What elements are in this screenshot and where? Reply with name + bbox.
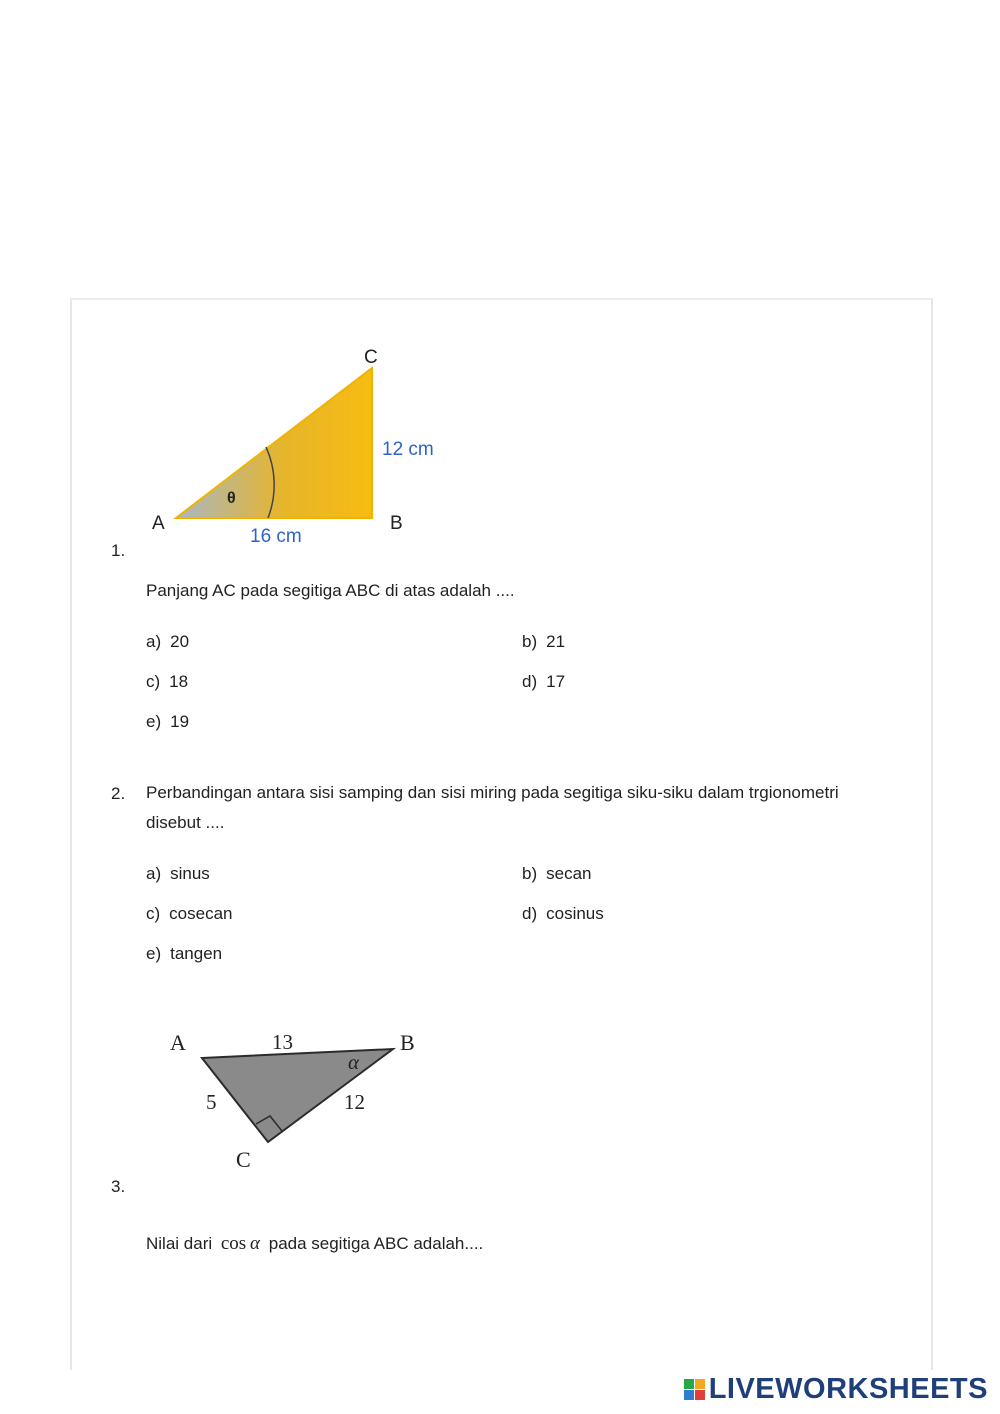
option-b[interactable] (522, 864, 592, 884)
question-number: 2. (111, 784, 126, 803)
option-value: secan (546, 864, 592, 883)
option-d[interactable] (522, 904, 604, 924)
option-letter: a) (146, 864, 162, 883)
logo-square-i (695, 1379, 705, 1389)
option-b[interactable] (522, 632, 565, 652)
cos-alpha-expression (221, 1233, 260, 1254)
option-e[interactable] (146, 712, 189, 732)
option-value: tangen (170, 944, 223, 963)
option-a[interactable] (146, 632, 189, 652)
question-number: 1. (111, 541, 126, 560)
option-value: sinus (170, 864, 210, 883)
option-letter: d) (522, 672, 538, 691)
side-bc-length: 12 cm (382, 439, 434, 460)
option-value: 20 (170, 632, 190, 651)
option-letter: a) (146, 632, 162, 651)
option-e[interactable] (146, 944, 222, 964)
option-letter: c) (146, 672, 161, 691)
triangle-figure-3 (160, 1020, 440, 1180)
option-d[interactable] (522, 672, 565, 692)
option-letter: b) (522, 864, 538, 883)
side-ab-length: 16 cm (250, 526, 302, 547)
angle-theta-label: θ (227, 490, 236, 507)
liveworksheets-logo (684, 1373, 988, 1406)
side-ac-length: 5 (206, 1090, 217, 1114)
option-c[interactable] (146, 672, 188, 692)
question-text-before: Nilai dari (146, 1234, 213, 1253)
vertex-a-label: A (152, 513, 165, 534)
logo-mark-icon (684, 1379, 705, 1400)
question-text-after: pada segitiga ABC adalah.... (268, 1234, 484, 1253)
vertex-b-label: B (390, 513, 403, 534)
side-ab-length: 13 (272, 1030, 293, 1054)
cos-function: cos (220, 1233, 247, 1254)
logo-text: LIVEWORKSHEETS (708, 1373, 988, 1405)
vertex-a-label: A (170, 1030, 186, 1055)
option-letter: e) (146, 712, 162, 731)
vertex-b-label: B (400, 1030, 415, 1055)
alpha-symbol: α (250, 1233, 260, 1254)
question-text-line-1: Perbandingan antara sisi samping dan sisi miring pada segitiga siku-siku dalam trgionometri (146, 783, 839, 802)
triangle-figure-1 (140, 335, 460, 550)
question-number: 3. (111, 1177, 126, 1196)
option-letter: c) (146, 904, 161, 923)
option-value: 18 (169, 672, 189, 691)
option-c[interactable] (146, 904, 233, 924)
option-a[interactable] (146, 864, 210, 884)
question-text (146, 1229, 483, 1259)
option-value: 17 (546, 672, 566, 691)
question-text-line-2: disebut .... (146, 813, 225, 832)
option-value: cosecan (169, 904, 233, 923)
side-bc-length: 12 (344, 1090, 365, 1114)
logo-square-l (684, 1379, 694, 1389)
angle-alpha-label: α (348, 1050, 360, 1074)
logo-square-v (684, 1390, 694, 1400)
vertex-c-label: C (236, 1147, 251, 1172)
option-value: cosinus (546, 904, 604, 923)
option-value: 21 (546, 632, 566, 651)
logo-square-e (695, 1390, 705, 1400)
option-value: 19 (170, 712, 190, 731)
option-letter: d) (522, 904, 538, 923)
question-text: Panjang AC pada segitiga ABC di atas adalah .... (146, 581, 515, 600)
vertex-c-label: C (364, 347, 378, 368)
option-letter: b) (522, 632, 538, 651)
option-letter: e) (146, 944, 162, 963)
